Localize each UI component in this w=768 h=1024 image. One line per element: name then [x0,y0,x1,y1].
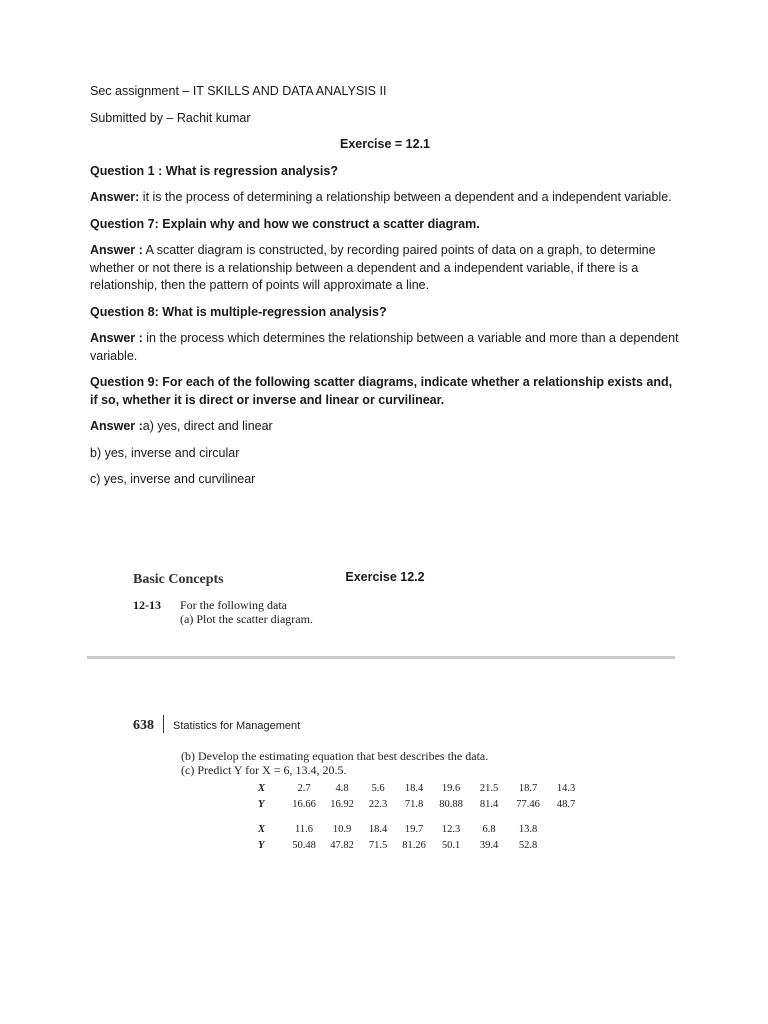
table-row-y [258,837,548,853]
data-table-2 [258,821,548,853]
page-divider [87,656,675,659]
table-cell: 19.6 [441,782,461,794]
table-cell: 18.4 [368,823,388,835]
table-cell: 12.3 [441,823,461,835]
table-cell: 47.82 [330,839,354,851]
table-cell: 39.4 [479,839,499,851]
table-cell: 11.6 [295,823,313,835]
table-cell: 50.48 [292,839,316,851]
table-cell: 22.3 [368,798,388,810]
table-cell: 5.6 [371,782,385,794]
data-table-1 [258,780,584,812]
y-label: Y [258,839,265,851]
table-row-x [258,821,548,837]
cropped-section-heading: Basic Concepts [133,572,224,587]
book-page-header [133,715,300,734]
table-cell: 18.4 [404,782,424,794]
table-cell: 81.26 [402,839,426,851]
answer-label: Answer : [90,331,143,345]
answer-9a [90,418,680,436]
y-label: Y [258,798,265,810]
table-cell: 71.8 [404,798,424,810]
question-8: Question 8: What is multiple-regression analysis? [90,304,387,319]
x-label: X [258,782,266,794]
assignment-text [90,83,680,498]
answer-label: Answer: [90,190,140,204]
header-course-line: Sec assignment – IT SKILLS AND DATA ANALYSIS II [90,84,387,98]
table-cell: 50.1 [441,839,461,851]
answer-7 [90,242,680,295]
table-cell: 2.7 [297,782,311,794]
table-cell: 19.7 [404,823,424,835]
table-cell: 16.66 [292,798,316,810]
exercise-12-2-heading: Exercise 12.2 [345,570,425,584]
table-cell: 6.8 [482,823,496,835]
question-1: Question 1 : What is regression analysis? [90,163,338,178]
table-cell: 71.5 [368,839,388,851]
table-cell: 16.92 [330,798,354,810]
table-cell: 10.9 [332,823,352,835]
problem-part-a: (a) Plot the scatter diagram. [180,612,313,626]
problem-row [133,598,287,613]
book-title: Statistics for Management [173,720,301,732]
table-cell: 80.88 [439,798,463,810]
x-label: X [258,823,266,835]
question-9: Question 9: For each of the following scatter diagrams, indicate whether a relationship exists and, if so, whether it is direct or inverse and linear or curvilinear. [90,375,673,407]
header-divider [163,715,164,733]
exercise-12-1-heading: Exercise = 12.1 [339,137,430,151]
table-cell: 81.4 [479,798,499,810]
table-cell: 77.46 [516,798,540,810]
table-cell: 18.7 [518,782,538,794]
table-row-x [258,780,584,796]
answer-label: Answer : [90,243,143,257]
table-cell: 52.8 [518,839,538,851]
question-7: Question 7: Explain why and how we construct a scatter diagram. [90,216,480,231]
answer-1 [90,189,680,207]
table-row-y [258,796,584,812]
problem-number: 12-13 [133,598,161,612]
answer-text: it is the process of determining a relationship between a dependent and a independent variable. [139,190,672,204]
answer-9c: c) yes, inverse and curvilinear [90,472,256,486]
problem-part-b: (b) Develop the estimating equation that best describes the data. [181,749,489,763]
answer-text: A scatter diagram is constructed, by recording paired points of data on a graph, to determine whether or not there is a relationship between a dependent and a independent variable, if there is a relationship, then the pattern of points will approximate a line. [90,243,656,292]
answer-text: a) yes, direct and linear [142,419,273,433]
problem-intro: For the following data [180,598,287,612]
header-submitted-line: Submitted by – Rachit kumar [90,110,251,125]
answer-8 [90,330,680,365]
book-page-number: 638 [133,718,154,733]
problem-part-c: (c) Predict Y for X = 6, 13.4, 20.5. [181,763,347,777]
answer-9b: b) yes, inverse and circular [90,445,240,460]
answer-label: Answer : [90,419,143,433]
table-cell: 48.7 [556,798,576,810]
table-cell: 14.3 [556,782,576,794]
table-cell: 4.8 [335,782,349,794]
table-cell: 21.5 [479,782,499,794]
answer-text: in the process which determines the relationship between a variable and more than a dependent variable. [90,331,679,363]
table-cell: 13.8 [518,823,538,835]
